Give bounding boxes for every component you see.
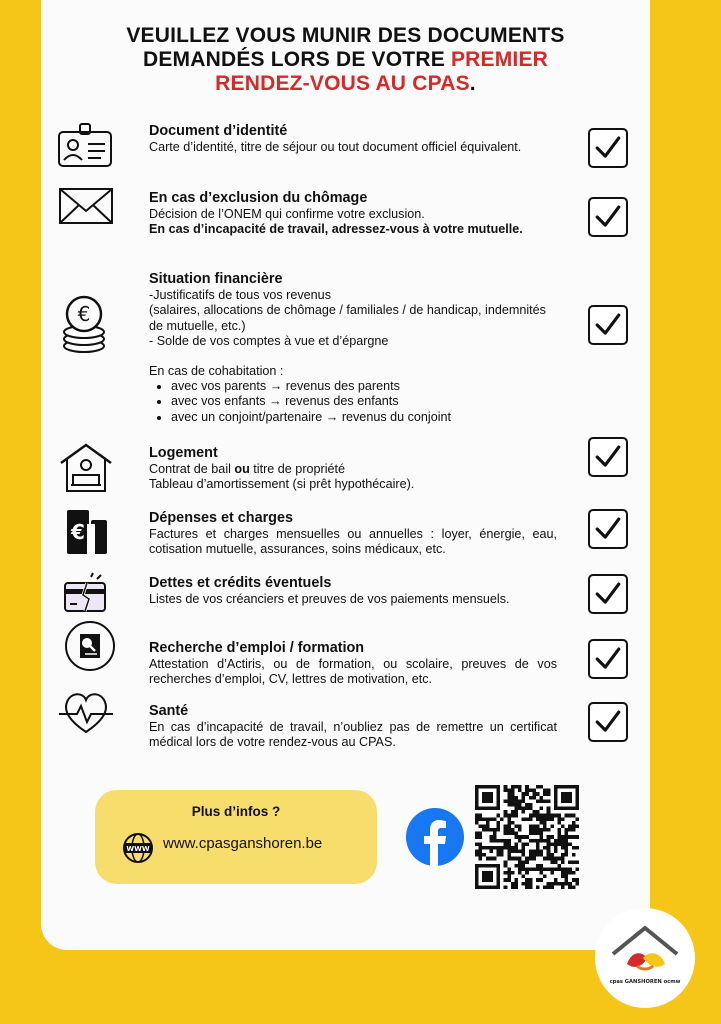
item-text: Santé En cas d’incapacité de travail, n’oubliez pas de remettre un certificat médical lors de votre rendez-vous au CPAS. [149,703,557,750]
globe-icon [122,832,154,864]
item-text: Recherche d’emploi / formation Attestation d’Actiris, ou de formation, ou scolaire, preuves de vos recherches d’emploi, CV, lettres de motivation, etc. [149,640,557,687]
list-item: • avec un conjoint/partenaire → revenus du conjoint [171,410,557,425]
checkbox[interactable] [588,305,628,345]
euro-coins-icon [57,294,115,356]
list-item: • avec vos enfants → revenus des enfants [171,394,557,409]
svg-text:cpas GANSHOREN ocmw: cpas GANSHOREN ocmw [609,979,681,985]
facebook-icon[interactable] [406,808,464,866]
checkbox[interactable] [588,437,628,477]
bills-icon [57,506,115,558]
svg-text:€: € [77,302,91,326]
svg-text:€: € [71,520,85,544]
checkbox[interactable] [588,574,628,614]
heart-pulse-icon [57,686,115,738]
item-text: Situation financière -Justificatifs de tous vos revenus (salaires, allocations de chômage / familiales / de handicap, indemnités de mutuelle, etc.) - Solde de vos comptes à vue et d’épargne En cas de cohabitation : • avec vos parents → revenus des parents • avec vos enfants → revenus des enfants • avec un conjoint/partenaire → revenus du conjoint [149,270,557,425]
item-text: Logement Contrat de bail ou titre de propriété Tableau d’amortissement (si prêt hypothécaire). [149,445,415,492]
page-title: VEUILLEZ VOUS MUNIR DES DOCUMENTS DEMANDÉS LORS DE VOTRE PREMIER RENDEZ-VOUS AU CPAS. [126,24,565,95]
item-text: Document d’identité Carte d’identité, titre de séjour ou tout document officiel équivalent. [149,123,522,154]
checkbox[interactable] [588,639,628,679]
job-search-icon [57,620,115,672]
item-text: Dépenses et charges Factures et charges mensuelles ou annuelles : loyer, énergie, eau, cotisation mutuelle, assurances, soins médicaux, etc. [149,510,557,557]
info-box: Plus d’infos ? WWW www.cpasganshoren.be [95,790,377,884]
list-item: • avec vos parents → revenus des parents [171,379,557,394]
cpas-logo [595,908,695,1008]
cohabitation-list [149,379,557,425]
house-icon [57,441,115,495]
checkbox[interactable] [588,509,628,549]
checkbox[interactable] [588,197,628,237]
checkbox[interactable] [588,702,628,742]
broken-card-icon [57,571,115,623]
svg-text:WWW: WWW [126,845,150,853]
qr-code[interactable] [475,785,579,889]
item-text: En cas d’exclusion du chômage Décision de l’ONEM qui confirme votre exclusion. En cas d’incapacité de travail, adressez-vous à votre mutuelle. [149,190,523,237]
id-card-icon [57,120,115,172]
item-text: Dettes et crédits éventuels Listes de vos créanciers et preuves de vos paiements mensuels. [149,575,510,606]
checkbox[interactable] [588,128,628,168]
website-link[interactable]: www.cpasganshoren.be [163,835,323,852]
envelope-icon [57,181,115,233]
